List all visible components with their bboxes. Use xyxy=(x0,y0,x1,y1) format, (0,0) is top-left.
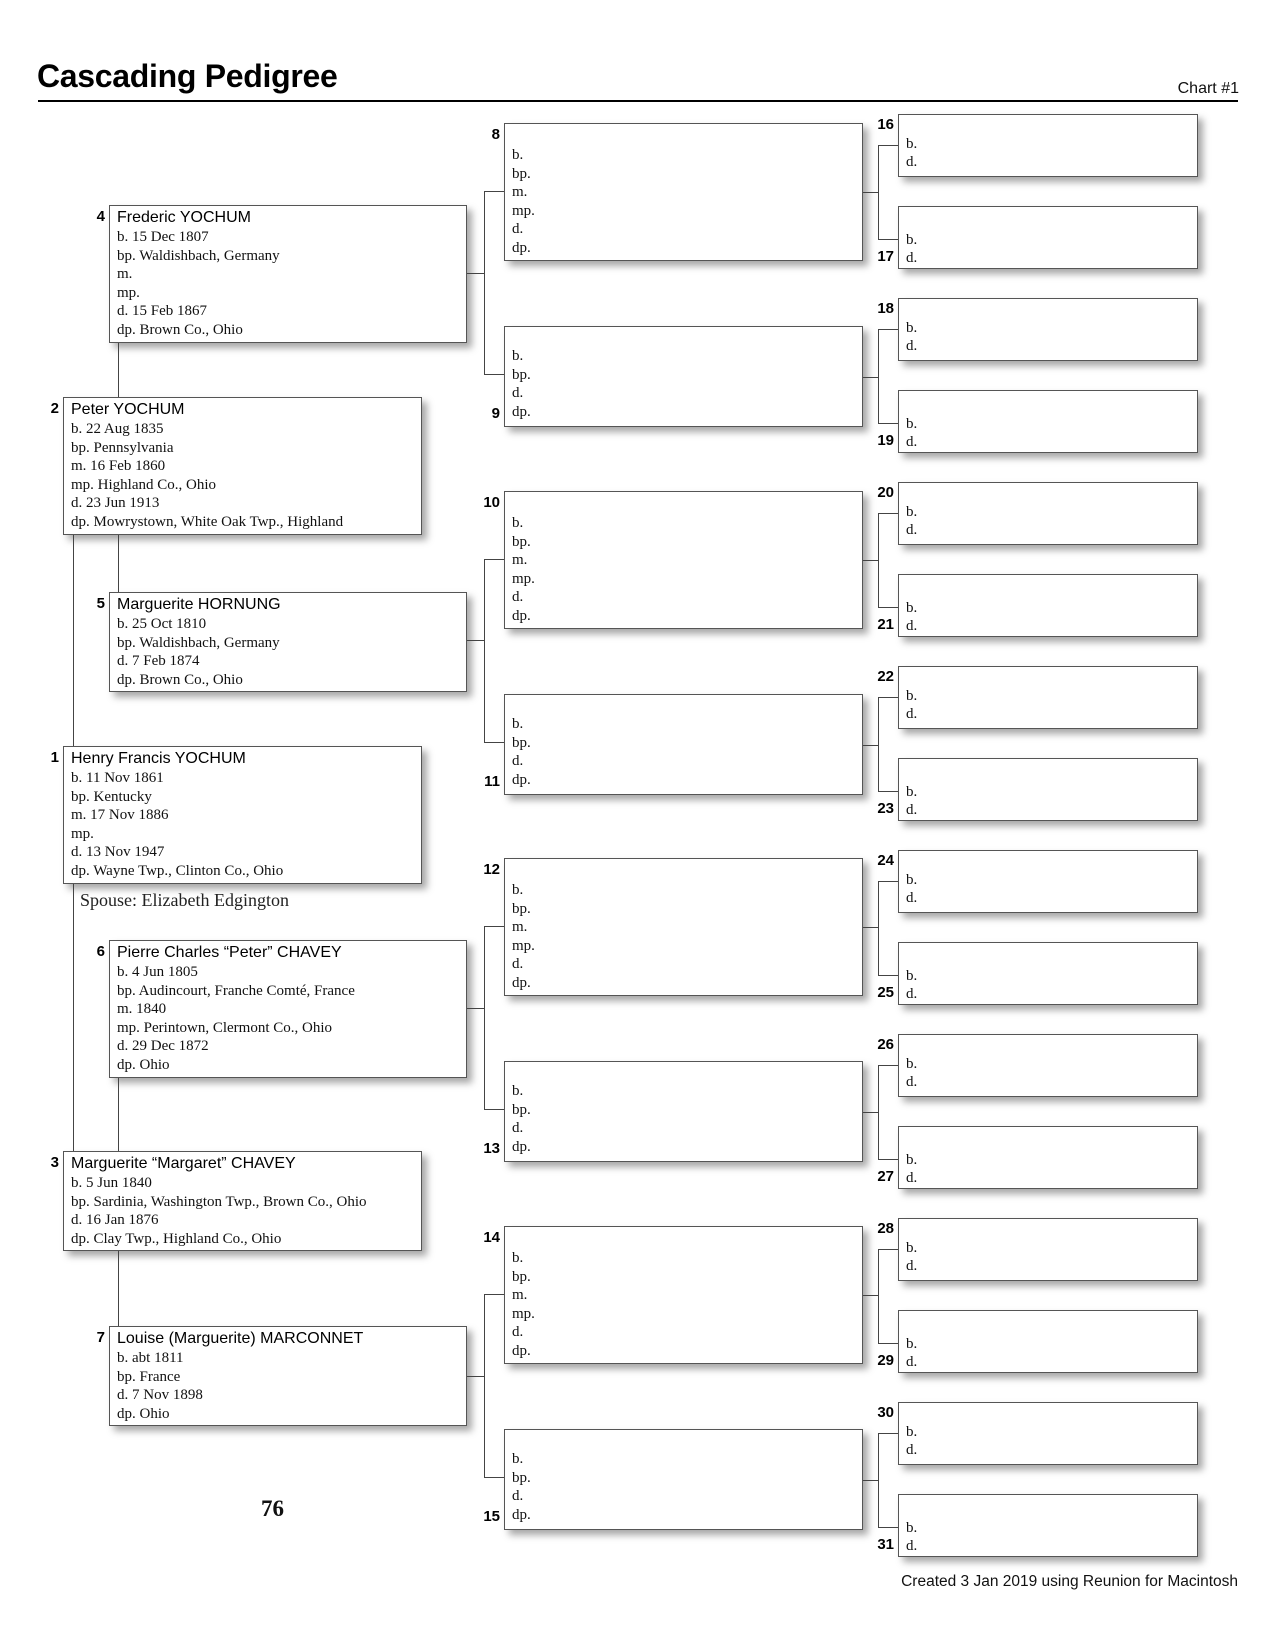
ancestor-fact: d. xyxy=(512,589,524,605)
person-fact: b. 15 Dec 1807 xyxy=(117,229,209,245)
ancestor-box-8[interactable] xyxy=(504,123,863,261)
ancestor-fact: d. xyxy=(512,753,524,769)
person-box-p1[interactable] xyxy=(63,746,422,884)
ancestor-box-16[interactable] xyxy=(898,114,1198,177)
connector-line xyxy=(484,926,504,927)
ancestor-fact: b. xyxy=(906,136,918,152)
connector-line xyxy=(118,535,119,592)
ancestor-number: 24 xyxy=(877,852,894,869)
ancestor-box-13[interactable] xyxy=(504,1061,863,1162)
person-number: 7 xyxy=(96,1329,105,1346)
chart-number: Chart #1 xyxy=(1177,80,1239,97)
person-fact: b. abt 1811 xyxy=(117,1350,184,1366)
connector-line xyxy=(878,1433,898,1434)
ancestor-fact: bp. xyxy=(512,734,531,751)
ancestor-fact: dp. xyxy=(512,403,531,420)
ancestor-fact: b. xyxy=(906,1336,918,1352)
ancestor-number: 17 xyxy=(877,248,894,265)
ancestor-box-25[interactable] xyxy=(898,942,1198,1005)
person-fact: d. 23 Jun 1913 xyxy=(71,495,160,511)
ancestor-box-9[interactable] xyxy=(504,326,863,427)
ancestor-fact: b. xyxy=(906,688,918,704)
ancestor-box-28[interactable] xyxy=(898,1218,1198,1281)
ancestor-fact: b. xyxy=(906,416,918,432)
ancestor-fact: b. xyxy=(512,147,524,163)
connector-line xyxy=(878,239,898,240)
person-box-p2[interactable] xyxy=(63,397,422,535)
connector-line xyxy=(878,607,898,608)
person-fact: d. 7 Nov 1898 xyxy=(117,1387,203,1403)
page-title: Cascading Pedigree xyxy=(37,58,338,94)
connector-line xyxy=(863,1480,878,1481)
person-name: Peter YOCHUM xyxy=(71,401,185,418)
connector-line xyxy=(878,145,898,146)
person-fact: bp. Sardinia, Washington Twp., Brown Co., Ohio xyxy=(71,1193,367,1210)
ancestor-fact: d. xyxy=(906,250,918,266)
connector-line xyxy=(878,697,879,791)
ancestor-fact: d. xyxy=(906,1258,918,1274)
ancestor-number: 9 xyxy=(491,405,500,422)
connector-line xyxy=(878,881,879,975)
ancestor-fact: b. xyxy=(512,348,524,364)
connector-line xyxy=(878,975,898,976)
person-fact: m. xyxy=(117,266,133,282)
person-fact: dp. Wayne Twp., Clinton Co., Ohio xyxy=(71,862,284,879)
ancestor-fact: bp. xyxy=(512,1268,531,1285)
person-fact: b. 11 Nov 1861 xyxy=(71,770,164,786)
ancestor-fact: d. xyxy=(512,385,524,401)
ancestor-number: 25 xyxy=(877,984,894,1001)
ancestor-fact: bp. xyxy=(512,900,531,917)
person-fact: dp. Ohio xyxy=(117,1405,170,1422)
person-box-p7[interactable] xyxy=(109,1326,467,1426)
connector-line xyxy=(878,1433,879,1527)
ancestor-box-27[interactable] xyxy=(898,1126,1198,1189)
connector-line xyxy=(484,1294,485,1477)
connector-line xyxy=(484,374,504,375)
ancestor-box-30[interactable] xyxy=(898,1402,1198,1465)
connector-line xyxy=(118,343,119,397)
ancestor-fact: b. xyxy=(906,968,918,984)
ancestor-box-15[interactable] xyxy=(504,1429,863,1530)
ancestor-fact: d. xyxy=(906,338,918,354)
person-fact: bp. France xyxy=(117,1368,181,1385)
ancestor-number: 29 xyxy=(877,1352,894,1369)
ancestor-fact: d. xyxy=(906,1538,918,1554)
ancestor-fact: b. xyxy=(906,1056,918,1072)
ancestor-number: 15 xyxy=(483,1508,500,1525)
ancestor-number: 28 xyxy=(877,1220,894,1237)
ancestor-fact: b. xyxy=(906,1152,918,1168)
ancestor-fact: b. xyxy=(906,1424,918,1440)
ancestor-fact: mp. xyxy=(512,937,535,954)
person-name: Louise (Marguerite) MARCONNET xyxy=(117,1330,364,1347)
connector-line xyxy=(878,145,879,239)
person-fact: mp. xyxy=(117,284,140,301)
connector-line xyxy=(467,640,484,641)
person-fact: mp. Perintown, Clermont Co., Ohio xyxy=(117,1019,332,1036)
person-fact: d. 29 Dec 1872 xyxy=(117,1038,209,1054)
person-fact: d. 16 Jan 1876 xyxy=(71,1212,159,1228)
ancestor-fact: d. xyxy=(906,1074,918,1090)
ancestor-fact: b. xyxy=(512,716,524,732)
person-fact: d. 7 Feb 1874 xyxy=(117,653,200,669)
connector-line xyxy=(73,535,74,746)
ancestor-fact: m. xyxy=(512,919,528,935)
ancestor-box-12[interactable] xyxy=(504,858,863,996)
ancestor-fact: d. xyxy=(906,890,918,906)
person-number: 1 xyxy=(50,749,59,766)
ancestor-fact: dp. xyxy=(512,974,531,991)
ancestor-box-17[interactable] xyxy=(898,206,1198,269)
connector-line xyxy=(484,1109,504,1110)
connector-line xyxy=(118,1078,119,1151)
ancestor-fact: m. xyxy=(512,184,528,200)
person-fact: mp. Highland Co., Ohio xyxy=(71,476,216,493)
ancestor-fact: d. xyxy=(512,1324,524,1340)
person-box-p3[interactable] xyxy=(63,1151,422,1251)
person-fact: dp. Mowrystown, White Oak Twp., Highland xyxy=(71,513,344,530)
person-fact: d. 15 Feb 1867 xyxy=(117,303,207,319)
connector-line xyxy=(863,377,878,378)
connector-line xyxy=(484,1477,504,1478)
person-fact: bp. Pennsylvania xyxy=(71,439,174,456)
person-box-p4[interactable] xyxy=(109,205,467,343)
connector-line xyxy=(878,1159,898,1160)
connector-line xyxy=(863,192,878,193)
ancestor-number: 26 xyxy=(877,1036,894,1053)
person-box-p5[interactable] xyxy=(109,592,467,692)
ancestor-fact: b. xyxy=(512,1083,524,1099)
connector-line xyxy=(878,1065,898,1066)
ancestor-fact: d. xyxy=(512,1120,524,1136)
ancestor-box-18[interactable] xyxy=(898,298,1198,361)
person-fact: b. 5 Jun 1840 xyxy=(71,1175,152,1191)
ancestor-number: 19 xyxy=(877,432,894,449)
ancestor-fact: mp. xyxy=(512,1305,535,1322)
person-number: 4 xyxy=(96,208,105,225)
person-fact: mp. xyxy=(71,825,94,842)
connector-line xyxy=(863,745,878,746)
ancestor-fact: d. xyxy=(512,956,524,972)
ancestor-fact: d. xyxy=(906,706,918,722)
ancestor-fact: d. xyxy=(906,986,918,1002)
person-fact: dp. Brown Co., Ohio xyxy=(117,671,243,688)
connector-line xyxy=(878,329,898,330)
ancestor-box-26[interactable] xyxy=(898,1034,1198,1097)
ancestor-fact: b. xyxy=(906,504,918,520)
ancestor-box-23[interactable] xyxy=(898,758,1198,821)
ancestor-fact: m. xyxy=(512,1287,528,1303)
ancestor-number: 13 xyxy=(483,1140,500,1157)
person-fact: m. 16 Feb 1860 xyxy=(71,458,166,474)
person-fact: b. 25 Oct 1810 xyxy=(117,616,207,632)
ancestor-fact: d. xyxy=(906,1354,918,1370)
person-fact: dp. Clay Twp., Highland Co., Ohio xyxy=(71,1230,282,1247)
ancestor-fact: b. xyxy=(906,1240,918,1256)
ancestor-fact: mp. xyxy=(512,570,535,587)
ancestor-fact: d. xyxy=(512,1488,524,1504)
connector-line xyxy=(484,191,504,192)
ancestor-fact: d. xyxy=(906,1442,918,1458)
ancestor-number: 20 xyxy=(877,484,894,501)
person-number: 5 xyxy=(96,595,105,612)
ancestor-fact: bp. xyxy=(512,1101,531,1118)
ancestor-number: 23 xyxy=(877,800,894,817)
ancestor-box-14[interactable] xyxy=(504,1226,863,1364)
person-fact: bp. Waldishbach, Germany xyxy=(117,634,280,651)
person-fact: m. 17 Nov 1886 xyxy=(71,807,169,823)
connector-line xyxy=(484,559,504,560)
connector-line xyxy=(863,1112,878,1113)
ancestor-fact: mp. xyxy=(512,202,535,219)
header-rule xyxy=(38,100,1238,102)
connector-line xyxy=(484,1294,504,1295)
person-number: 6 xyxy=(96,943,105,960)
person-number: 3 xyxy=(50,1154,59,1171)
ancestor-number: 12 xyxy=(483,861,500,878)
ancestor-number: 31 xyxy=(877,1536,894,1553)
connector-line xyxy=(863,1295,878,1296)
ancestor-box-19[interactable] xyxy=(898,390,1198,453)
ancestor-fact: dp. xyxy=(512,771,531,788)
person-fact: m. 1840 xyxy=(117,1001,167,1017)
connector-line xyxy=(878,1065,879,1159)
person-fact: dp. Ohio xyxy=(117,1056,170,1073)
ancestor-fact: d. xyxy=(906,434,918,450)
connector-line xyxy=(73,884,74,1151)
connector-line xyxy=(878,881,898,882)
connector-line xyxy=(878,1249,898,1250)
connector-line xyxy=(878,1249,879,1343)
connector-line xyxy=(878,1343,898,1344)
ancestor-fact: dp. xyxy=(512,1506,531,1523)
ancestor-fact: bp. xyxy=(512,1469,531,1486)
ancestor-fact: dp. xyxy=(512,1138,531,1155)
ancestor-number: 8 xyxy=(491,126,500,143)
connector-line xyxy=(484,742,504,743)
person-fact: d. 13 Nov 1947 xyxy=(71,844,165,860)
ancestor-box-29[interactable] xyxy=(898,1310,1198,1373)
ancestor-fact: b. xyxy=(512,882,524,898)
ancestor-fact: b. xyxy=(512,1451,524,1467)
person-box-p6[interactable] xyxy=(109,940,467,1078)
person-fact: dp. Brown Co., Ohio xyxy=(117,321,243,338)
connector-line xyxy=(484,926,485,1109)
ancestor-fact: d. xyxy=(906,154,918,170)
ancestor-fact: dp. xyxy=(512,239,531,256)
ancestor-fact: d. xyxy=(906,802,918,818)
connector-line xyxy=(484,559,485,742)
connector-line xyxy=(878,1527,898,1528)
connector-line xyxy=(878,329,879,423)
person-fact: b. 22 Aug 1835 xyxy=(71,421,164,437)
ancestor-fact: m. xyxy=(512,552,528,568)
connector-line xyxy=(878,697,898,698)
ancestor-number: 18 xyxy=(877,300,894,317)
connector-line xyxy=(467,1008,484,1009)
connector-line xyxy=(118,1251,119,1326)
person-name: Marguerite “Margaret” CHAVEY xyxy=(71,1155,296,1172)
ancestor-fact: d. xyxy=(906,618,918,634)
ancestor-fact: d. xyxy=(512,221,524,237)
ancestor-fact: d. xyxy=(906,522,918,538)
connector-line xyxy=(863,927,878,928)
ancestor-fact: bp. xyxy=(512,366,531,383)
connector-line xyxy=(878,513,879,607)
person-number: 2 xyxy=(50,400,59,417)
person-name: Pierre Charles “Peter” CHAVEY xyxy=(117,944,342,961)
ancestor-number: 10 xyxy=(483,494,500,511)
connector-line xyxy=(878,513,898,514)
person-fact: b. 4 Jun 1805 xyxy=(117,964,198,980)
ancestor-fact: dp. xyxy=(512,1342,531,1359)
ancestor-number: 27 xyxy=(877,1168,894,1185)
ancestor-box-21[interactable] xyxy=(898,574,1198,637)
ancestor-box-20[interactable] xyxy=(898,482,1198,545)
ancestor-fact: b. xyxy=(512,1250,524,1266)
ancestor-number: 21 xyxy=(877,616,894,633)
ancestor-number: 14 xyxy=(483,1229,500,1246)
ancestor-fact: b. xyxy=(906,1520,918,1536)
ancestor-fact: bp. xyxy=(512,533,531,550)
ancestor-number: 11 xyxy=(484,773,500,790)
ancestor-box-10[interactable] xyxy=(504,491,863,629)
person-name: Frederic YOCHUM xyxy=(117,209,251,226)
ancestor-box-31[interactable] xyxy=(898,1494,1198,1557)
ancestor-fact: b. xyxy=(512,515,524,531)
ancestor-number: 22 xyxy=(877,668,894,685)
ancestor-fact: b. xyxy=(906,872,918,888)
ancestor-fact: dp. xyxy=(512,607,531,624)
ancestor-number: 30 xyxy=(877,1404,894,1421)
ancestor-fact: b. xyxy=(906,784,918,800)
person-name: Henry Francis YOCHUM xyxy=(71,750,246,767)
connector-line xyxy=(878,423,898,424)
page-number: 76 xyxy=(261,1496,284,1521)
spouse-label: Spouse: Elizabeth Edgington xyxy=(80,890,289,910)
ancestor-box-22[interactable] xyxy=(898,666,1198,729)
ancestor-box-11[interactable] xyxy=(504,694,863,795)
connector-line xyxy=(467,1376,484,1377)
connector-line xyxy=(484,191,485,374)
ancestor-box-24[interactable] xyxy=(898,850,1198,913)
person-fact: bp. Waldishbach, Germany xyxy=(117,247,280,264)
person-name: Marguerite HORNUNG xyxy=(117,596,281,613)
ancestor-fact: b. xyxy=(906,232,918,248)
person-fact: bp. Audincourt, Franche Comté, France xyxy=(117,982,355,999)
connector-line xyxy=(863,560,878,561)
ancestor-fact: bp. xyxy=(512,165,531,182)
ancestor-fact: b. xyxy=(906,600,918,616)
ancestor-fact: b. xyxy=(906,320,918,336)
ancestor-fact: d. xyxy=(906,1170,918,1186)
ancestor-number: 16 xyxy=(877,116,894,133)
footer-credit: Created 3 Jan 2019 using Reunion for Macintosh xyxy=(901,1573,1238,1590)
connector-line xyxy=(467,273,484,274)
person-fact: bp. Kentucky xyxy=(71,788,152,805)
connector-line xyxy=(878,791,898,792)
